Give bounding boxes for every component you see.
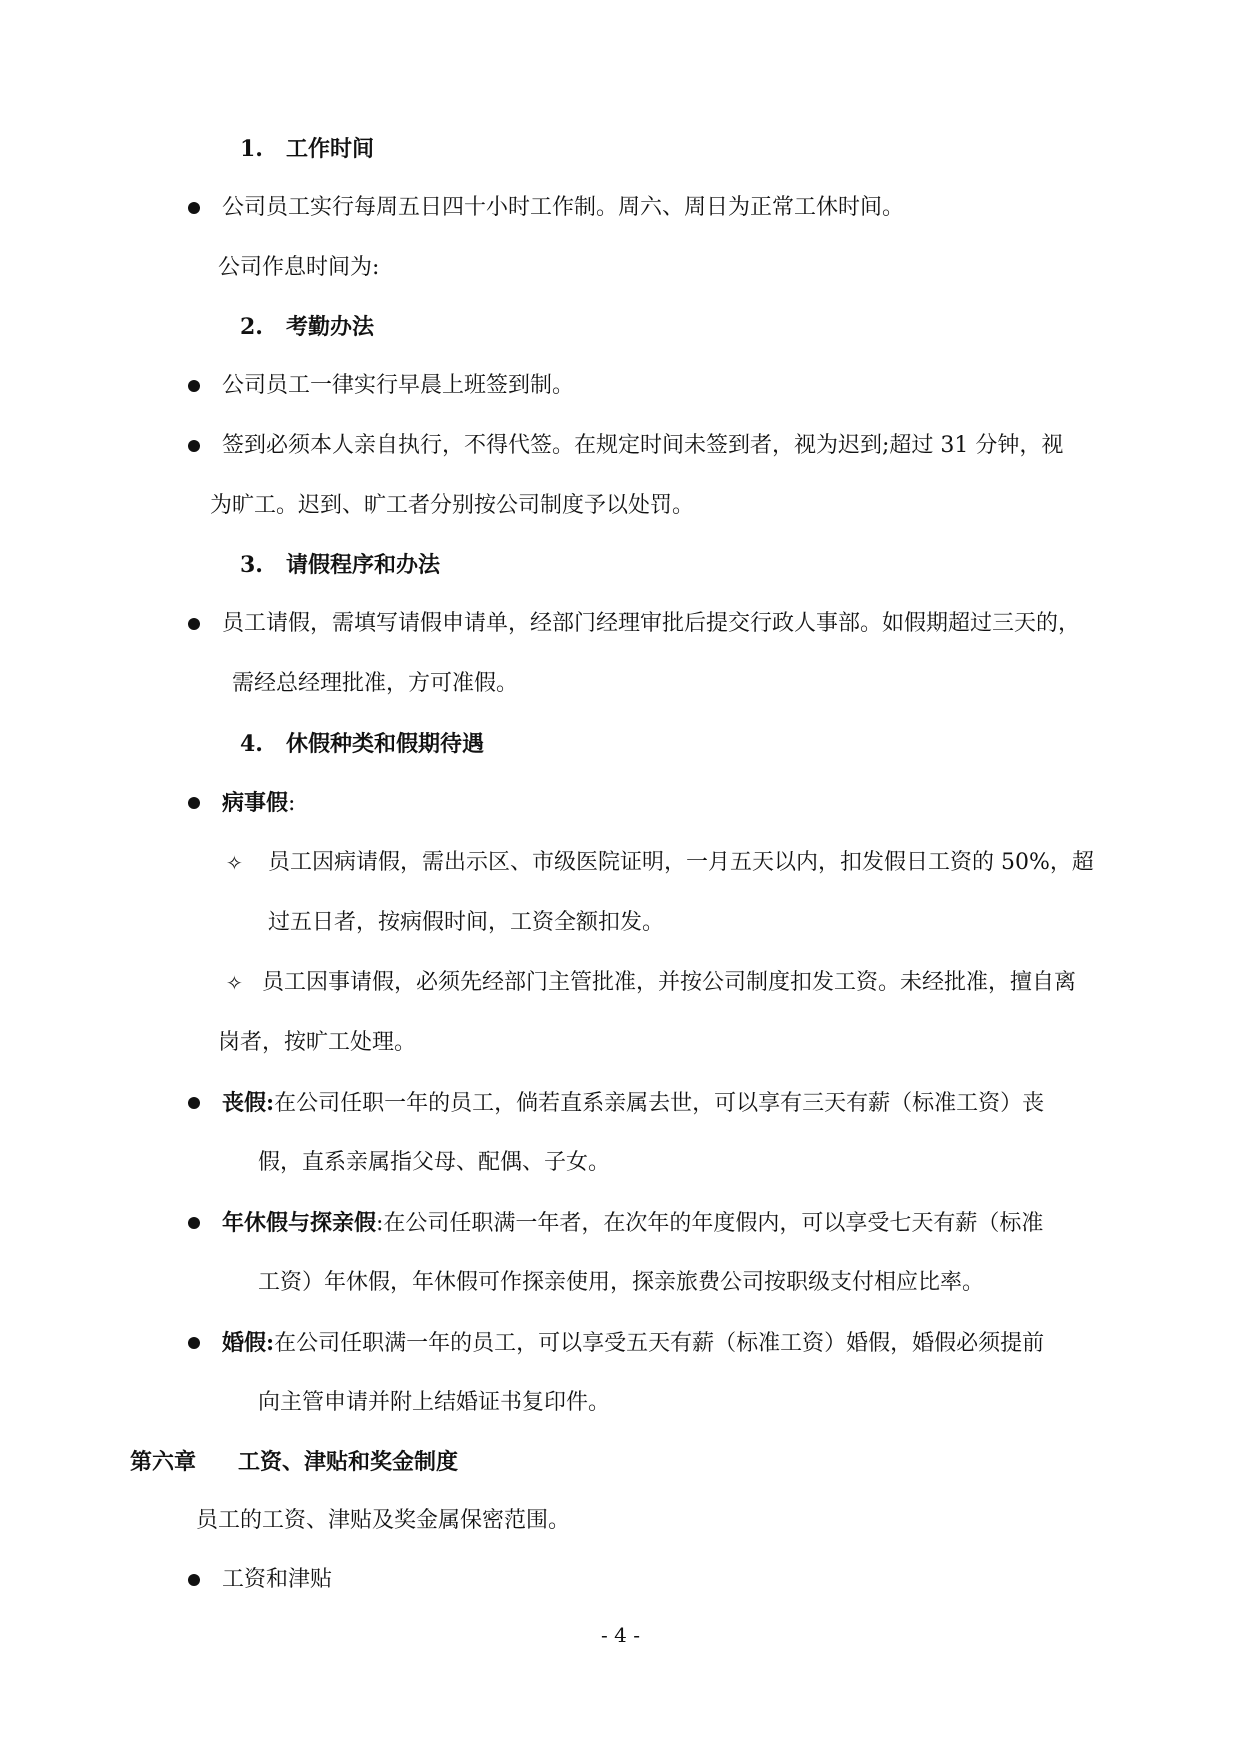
paragraph — [222, 788, 295, 819]
paragraph: 员工的工资、津贴及奖金属保密范围。 — [196, 1508, 571, 1533]
term-colon: : — [288, 791, 296, 816]
paragraph: 假，直系亲属指父母、配偶、子女。 — [258, 1150, 611, 1175]
star-icon: ✧ — [226, 971, 243, 995]
paragraph: 为旷工。迟到、旷工者分别按公司制度予以处罚。 — [210, 493, 695, 518]
bullet-icon — [188, 618, 200, 630]
paragraph — [222, 1088, 1044, 1119]
section-title: 工作时间 — [285, 136, 374, 162]
bullet-icon — [188, 1097, 200, 1109]
paragraph: 工资和津贴 — [222, 1567, 333, 1592]
paragraph: 员工请假，需填写请假申请单，经部门经理审批后提交行政人事部。如假期超过三天的， — [222, 611, 1081, 636]
page-number: - 4 - — [601, 1623, 640, 1647]
paragraph: 员工因病请假，需出示区、市级医院证明，一月五天以内，扣发假日工资的 50%，超 — [268, 850, 1094, 875]
paragraph: 过五日者，按病假时间，工资全额扣发。 — [268, 910, 665, 935]
term-label: 婚假: — [222, 1330, 275, 1356]
paragraph: 公司作息时间为: — [218, 255, 380, 280]
bullet-icon — [188, 1337, 200, 1349]
paragraph: 签到必须本人亲自执行，不得代签。在规定时间未签到者，视为迟到;超过 31 分钟，视 — [222, 433, 1064, 458]
bullet-icon — [188, 797, 200, 809]
chapter-title: 工资、津贴和奖金制度 — [238, 1449, 459, 1475]
bullet-icon — [188, 1217, 200, 1229]
section-heading-2 — [240, 312, 374, 342]
section-heading-1 — [240, 134, 374, 164]
term-text: 在公司任职满一年的员工，可以享受五天有薪（标准工资）婚假，婚假必须提前 — [274, 1331, 1045, 1356]
paragraph: 需经总经理批准，方可准假。 — [232, 671, 519, 696]
bullet-icon — [188, 202, 200, 214]
section-number: 3. — [240, 552, 263, 578]
bullet-icon — [188, 440, 200, 452]
section-heading-3 — [240, 550, 440, 580]
bullet-icon — [188, 1574, 200, 1586]
section-title: 考勤办法 — [285, 314, 374, 340]
paragraph: 公司员工实行每周五日四十小时工作制。周六、周日为正常工休时间。 — [222, 195, 905, 220]
paragraph: 岗者，按旷工处理。 — [218, 1030, 417, 1055]
paragraph: 公司员工一律实行早晨上班签到制。 — [222, 373, 575, 398]
term-label: 病事假 — [222, 790, 289, 816]
paragraph: 员工因事请假，必须先经部门主管批准，并按公司制度扣发工资。未经批准，擅自离 — [262, 970, 1077, 995]
term-text: 在公司任职一年的员工，倘若直系亲属去世，可以享有三天有薪（标准工资）丧 — [274, 1091, 1045, 1116]
section-number: 2. — [240, 314, 263, 340]
bullet-icon — [188, 380, 200, 392]
section-number: 1. — [240, 136, 263, 162]
section-title: 请假程序和办法 — [285, 552, 440, 578]
paragraph — [222, 1328, 1044, 1359]
term-text: :在公司任职满一年者，在次年的年度假内，可以享受七天有薪（标准 — [376, 1211, 1044, 1236]
paragraph: 向主管申请并附上结婚证书复印件。 — [258, 1390, 611, 1415]
term-label: 年休假与探亲假 — [222, 1210, 377, 1236]
paragraph — [222, 1208, 1043, 1239]
term-label: 丧假: — [222, 1090, 275, 1116]
chapter-heading — [130, 1447, 458, 1477]
section-heading-4 — [240, 729, 484, 759]
chapter-number: 第六章 — [130, 1449, 197, 1475]
star-icon: ✧ — [226, 851, 243, 875]
section-number: 4. — [240, 731, 263, 757]
section-title: 休假种类和假期待遇 — [285, 731, 484, 757]
paragraph: 工资）年休假，年休假可作探亲使用，探亲旅费公司按职级支付相应比率。 — [258, 1270, 985, 1295]
